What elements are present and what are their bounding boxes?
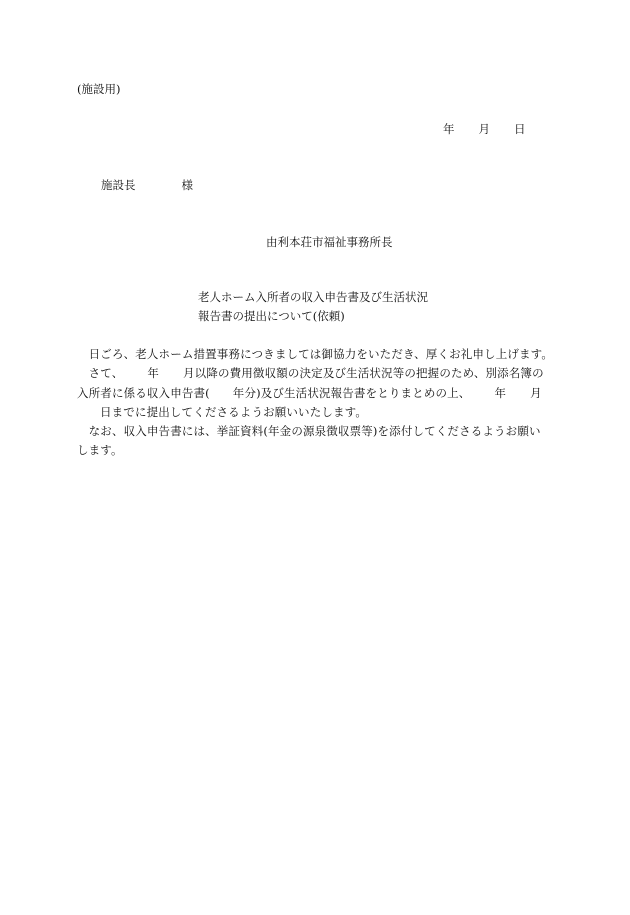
recipient-line (101, 180, 193, 192)
para2-rest: 月以降の費用徴収額の決定及び生活状況等の把握のため、別添名簿の (183, 366, 544, 380)
para2-line2-a: 入所者に係る収入申告書( (77, 386, 210, 400)
recipient-title: 施設長 (101, 178, 136, 192)
para2-line3: 日までに提出してくださるようお願いいたします。 (100, 405, 368, 419)
body-paragraph-2-line-1 (77, 368, 544, 380)
para2-start: さて、 (77, 366, 124, 380)
para2-line2-year-unit: 年 (494, 386, 507, 400)
body-paragraph-3-line-1: なお、収入申告書には、挙証資料(年金の源泉徴収票等)を添付してくださるようお願い (77, 424, 541, 438)
body-paragraph-2-line-3 (77, 407, 367, 419)
recipient-honorific: 様 (181, 178, 193, 192)
para2-line2-b: 年分)及び生活状況報告書をとりまとめの上、 (232, 386, 471, 400)
date-day-unit: 日 (514, 122, 526, 136)
body-paragraph-3-line-2: します。 (77, 443, 123, 457)
date-month-unit: 月 (478, 122, 490, 136)
subject-line-2: 報告書の提出について(依頼) (198, 309, 345, 323)
sender-name: 由利本荘市福祉事務所長 (266, 235, 393, 249)
para2-line2-month-unit: 月 (530, 386, 542, 400)
subject-line-1: 老人ホーム入所者の収入申告書及び生活状況 (198, 290, 428, 304)
date-line (443, 124, 526, 136)
usage-label: (施設用) (77, 82, 121, 96)
body-paragraph-2-line-2 (77, 388, 542, 400)
date-year-unit: 年 (443, 122, 455, 136)
body-paragraph-1: 日ごろ、老人ホーム措置事務につきましては御協力をいただき、厚くお礼申し上げます。 (77, 347, 554, 361)
para2-year-unit: 年 (147, 366, 160, 380)
